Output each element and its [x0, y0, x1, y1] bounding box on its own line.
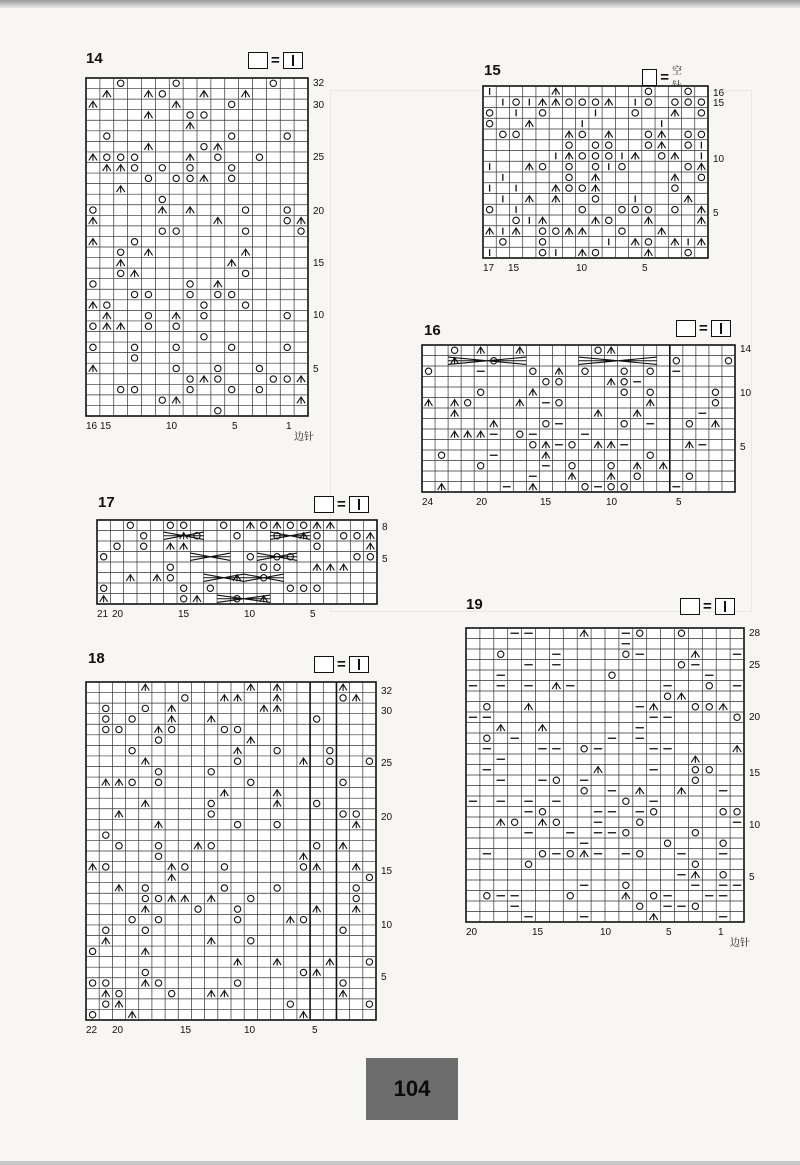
column-label: 17	[483, 263, 495, 274]
column-label: 10	[576, 263, 588, 274]
row-label: 10	[381, 920, 393, 931]
column-label: 22	[86, 1025, 98, 1036]
row-label: 16	[713, 88, 725, 99]
row-label: 20	[749, 712, 761, 723]
row-label: 5	[713, 208, 719, 219]
column-label: 16	[86, 421, 98, 432]
row-label: 28	[749, 628, 761, 639]
chart-16-legend: =	[676, 320, 731, 337]
row-label: 20	[313, 206, 325, 217]
chart-16-number: 16	[424, 322, 441, 339]
row-label: 25	[313, 152, 325, 163]
column-label: 21	[97, 609, 109, 620]
chart-15-legend: = 空	[642, 62, 687, 92]
row-label: 10	[749, 820, 761, 831]
column-label: 10	[606, 497, 618, 508]
chart-18-number: 18	[88, 650, 105, 667]
column-label: 5	[310, 609, 316, 620]
column-label: 20	[112, 609, 124, 620]
column-label: 20	[476, 497, 488, 508]
chart-14-number: 14	[86, 50, 103, 67]
row-label: 25	[381, 758, 393, 769]
column-label: 1	[718, 927, 724, 938]
edge-stitch-label: 边针	[730, 938, 750, 949]
page-number-box	[366, 1058, 458, 1120]
column-label: 5	[642, 263, 648, 274]
row-label: 20	[381, 812, 393, 823]
column-label: 1	[286, 421, 292, 432]
row-label: 5	[313, 364, 319, 375]
row-label: 15	[313, 258, 325, 269]
row-label: 15	[381, 866, 393, 877]
row-label: 5	[740, 442, 746, 453]
column-label: 20	[466, 927, 478, 938]
row-label: 10	[313, 310, 325, 321]
page-bottom-edge	[0, 1161, 800, 1165]
chart-17-legend: =	[314, 496, 369, 513]
row-label: 14	[740, 344, 752, 355]
chart-14-legend: =	[248, 52, 303, 69]
column-label: 5	[312, 1025, 318, 1036]
column-label: 10	[166, 421, 178, 432]
column-label: 15	[532, 927, 544, 938]
row-label: 32	[381, 686, 393, 697]
column-label: 20	[112, 1025, 124, 1036]
column-label: 15	[508, 263, 520, 274]
edge-stitch-label: 边针	[294, 432, 314, 443]
chart-grid-lines	[466, 628, 744, 922]
row-label: 10	[740, 388, 752, 399]
row-label: 10	[713, 154, 725, 165]
column-label: 10	[600, 927, 612, 938]
column-label: 10	[244, 609, 256, 620]
row-label: 5	[749, 872, 755, 883]
row-label: 32	[313, 78, 325, 89]
column-label: 15	[540, 497, 552, 508]
row-label: 8	[382, 522, 388, 533]
row-label: 5	[381, 972, 387, 983]
column-label: 5	[666, 927, 672, 938]
row-label: 15	[713, 98, 725, 109]
column-label: 15	[100, 421, 112, 432]
column-label: 15	[180, 1025, 192, 1036]
column-label: 5	[676, 497, 682, 508]
column-label: 5	[232, 421, 238, 432]
page-number: 104	[393, 1076, 431, 1101]
column-label: 10	[244, 1025, 256, 1036]
row-label: 15	[749, 768, 761, 779]
chart-17-number: 17	[98, 494, 115, 511]
row-label: 25	[749, 660, 761, 671]
chart-18-legend: =	[314, 656, 369, 673]
row-label: 30	[381, 706, 393, 717]
chart-15-legend-text: 空	[672, 66, 683, 77]
row-label: 30	[313, 100, 325, 111]
row-label: 5	[382, 554, 388, 565]
chart-15-number: 15	[484, 62, 501, 79]
column-label: 15	[178, 609, 190, 620]
chart-19-legend: =	[680, 598, 735, 615]
chart-19-number: 19	[466, 596, 483, 613]
column-label: 24	[422, 497, 434, 508]
